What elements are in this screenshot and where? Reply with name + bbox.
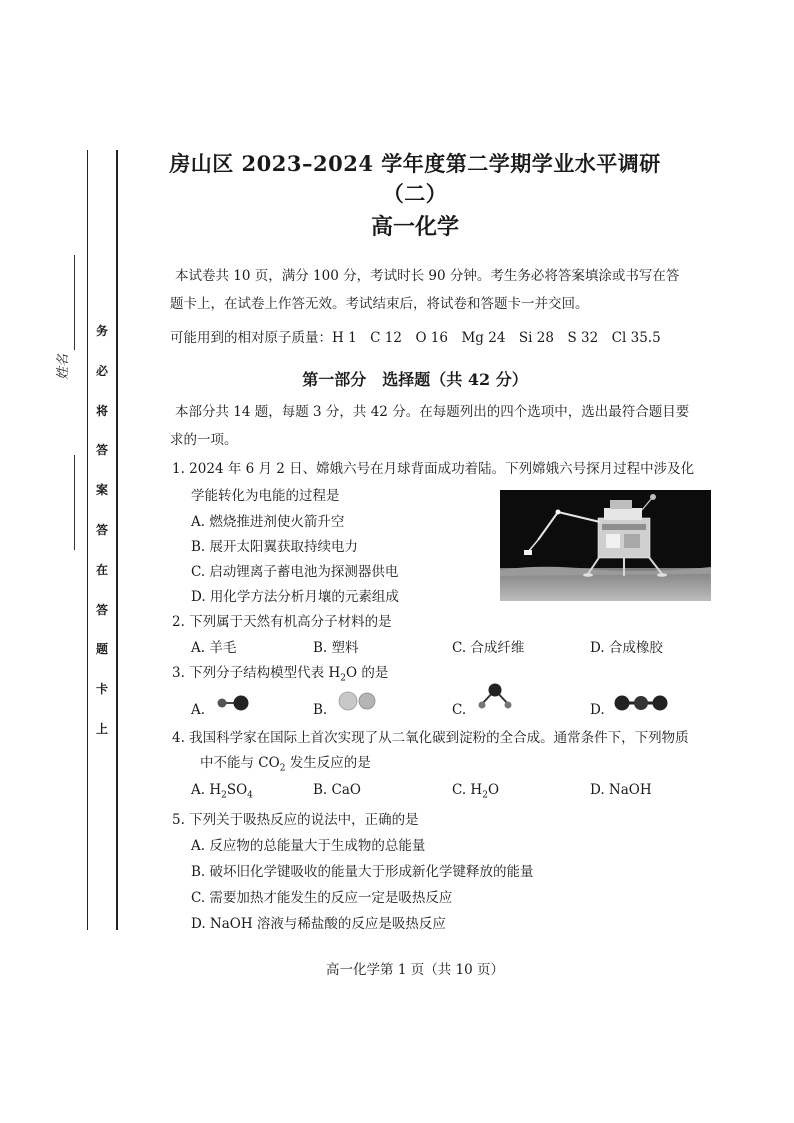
q1-option-d: D. 用化学方法分析月壤的元素组成: [191, 589, 399, 605]
q5-option-a: A. 反应物的总能量大于生成物的总能量: [191, 838, 426, 854]
q4-option-b: B. CaO: [313, 782, 361, 798]
margin-notice: [94, 325, 110, 763]
exam-title: 房山区 2023–2024 学年度第二学期学业水平调研（二）: [169, 151, 661, 206]
q4-stem-line-1: 4. 我国科学家在国际上首次实现了从二氧化碳到淀粉的全合成。通常条件下，下列物质: [172, 730, 689, 746]
q4-option-d: D. NaOH: [590, 782, 652, 798]
instructions-line-1: 本试卷共 10 页，满分 100 分，考试时长 90 分钟。考生务必将答案填涂或书写在答: [175, 268, 680, 284]
q1-option-b: B. 展开太阳翼获取持续电力: [191, 539, 359, 555]
q3-model-b-icon: [336, 690, 378, 712]
margin-notice-char: 在: [95, 562, 108, 577]
name-label: 姓名: [56, 353, 71, 380]
chang-e-6-lander-photo: [500, 490, 711, 601]
margin-notice-char: 务: [95, 324, 108, 338]
q2-stem: 2. 下列属于天然有机高分子材料的是: [172, 614, 392, 630]
q3-model-a-icon: [213, 692, 253, 714]
q2-option-c: C. 合成纤维: [452, 640, 525, 656]
margin-notice-char: 将: [95, 403, 108, 418]
q5-option-b: B. 破坏旧化学键吸收的能量大于形成新化学键释放的能量: [191, 864, 534, 880]
q2-option-b: B. 塑料: [313, 640, 359, 656]
q1-option-a: A. 燃烧推进剂使火箭升空: [191, 514, 345, 530]
q1-stem-line-2: 学能转化为电能的过程是: [191, 488, 340, 504]
q3-model-c-icon: [472, 680, 518, 714]
q4-option-a: A. $H_2SO_4$: [191, 782, 253, 801]
margin-notice-char: 案: [95, 483, 108, 498]
atomic-masses: 可能用到的相对原子质量：H 1 C 12 O 16 Mg 24 Si 28 S 32 Cl 35.5: [170, 330, 661, 346]
subject-title: 高一化学: [370, 214, 459, 240]
margin-notice-char: 必: [95, 363, 108, 378]
q1-stem-line-1: 1. 2024 年 6 月 2 日、嫦娥六号在月球背面成功着陆。下列嫦娥六号探月过程中涉及化: [172, 461, 695, 477]
margin-notice-char: 卡: [95, 682, 108, 697]
q5-stem: 5. 下列关于吸热反应的说法中，正确的是: [172, 812, 419, 828]
q4-option-c: C. $H_2O$: [452, 782, 500, 801]
margin-notice-char: 题: [95, 642, 108, 657]
q3-option-d: D.: [590, 702, 605, 718]
section-heading: 第一部分 选择题（共 42 分）: [302, 370, 528, 389]
margin-line-inner: [116, 150, 118, 930]
page-footer: 高一化学第 1 页（共 10 页）: [326, 962, 504, 978]
q5-option-c: C. 需要加热才能发生的反应一定是吸热反应: [191, 890, 453, 906]
q3-model-d-icon: [612, 692, 670, 714]
margin-notice-char: 答: [95, 522, 108, 537]
margin-notice-char: 答: [95, 443, 108, 458]
q3-option-b: B.: [313, 702, 328, 718]
instructions-line-2: 题卡上，在试卷上作答无效。考试结束后，将试卷和答题卡一并交回。: [170, 296, 589, 312]
q1-option-c: C. 启动锂离子蓄电池为探测器供电: [191, 564, 399, 580]
q4-stem-line-2: 中不能与 $CO_2$ 发生反应的是: [200, 755, 371, 774]
q3-stem: 3. 下列分子结构模型代表 $H_2O$ 的是: [172, 665, 389, 684]
q3-option-a: A.: [191, 702, 206, 718]
q2-option-d: D. 合成橡胶: [590, 640, 663, 656]
name-underline-top: [74, 255, 75, 350]
margin-notice-char: 上: [95, 721, 108, 736]
margin-line-outer: [87, 150, 88, 930]
section-intro-line-2: 求的一项。: [170, 432, 238, 448]
margin-notice-char: 答: [95, 602, 108, 617]
q2-option-a: A. 羊毛: [191, 640, 237, 656]
q5-option-d: D. NaOH 溶液与稀盐酸的反应是吸热反应: [191, 916, 446, 932]
section-intro-line-1: 本部分共 14 题，每题 3 分，共 42 分。在每题列出的四个选项中，选出最符合题目要: [175, 404, 690, 420]
q3-option-c: C.: [452, 702, 467, 718]
name-underline-bottom: [74, 455, 75, 550]
